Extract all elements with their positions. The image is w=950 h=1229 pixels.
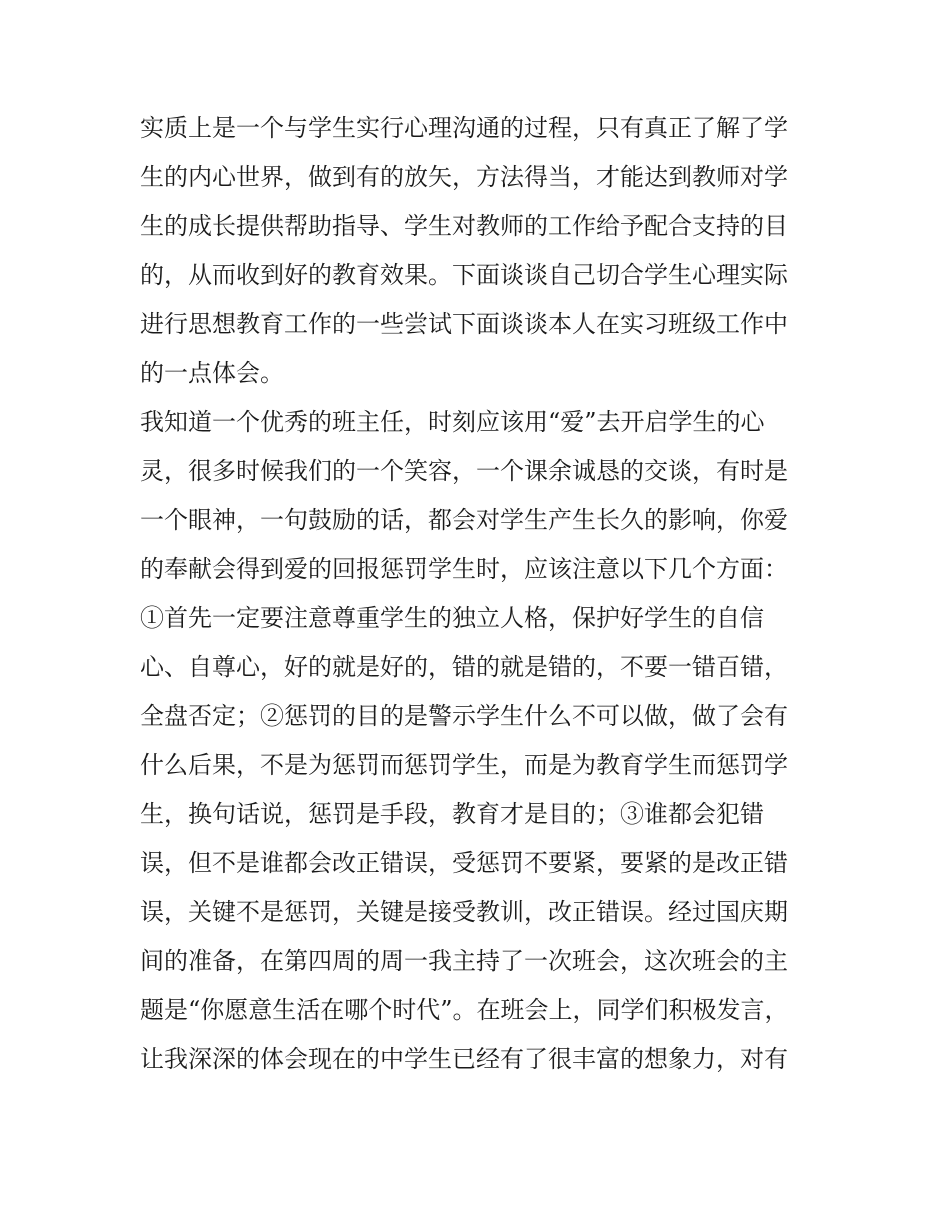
text-line: 生，换句话说，惩罚是手段，教育才是目的；③谁都会犯错 (140, 800, 764, 828)
text-line: ①首先一定要注意尊重学生的独立人格，保护好学生的自信 (140, 604, 764, 632)
text-line: 误，但不是谁都会改正错误，受惩罚不要紧，要紧的是改正错 (140, 849, 788, 877)
text-line: 一个眼神，一句鼓励的话，都会对学生产生长久的影响，你爱 (140, 506, 788, 534)
text-line: 的奉献会得到爱的回报惩罚学生时，应该注意以下几个方面： (140, 555, 788, 583)
text-line: 实质上是一个与学生实行心理沟通的过程，只有真正了解了学 (140, 114, 788, 142)
text-line: 生的成长提供帮助指导、学生对教师的工作给予配合支持的目 (140, 212, 788, 240)
text-line: 误，关键不是惩罚，关键是接受教训，改正错误。经过国庆期 (140, 898, 788, 926)
text-line: 的一点体会。 (140, 359, 284, 387)
text-line: 题是“你愿意生活在哪个时代”。在班会上，同学们积极发言， (140, 996, 789, 1024)
text-line: 什么后果，不是为惩罚而惩罚学生，而是为教育学生而惩罚学 (140, 751, 788, 779)
document-body (140, 104, 820, 1084)
text-line: 进行思想教育工作的一些尝试下面谈谈本人在实习班级工作中 (140, 310, 788, 338)
text-line: 我知道一个优秀的班主任，时刻应该用“爱”去开启学生的心 (140, 408, 765, 436)
text-line: 灵，很多时候我们的一个笑容，一个课余诚恳的交谈，有时是 (140, 457, 788, 485)
text-line: 心、自尊心，好的就是好的，错的就是错的，不要一错百错， (140, 653, 788, 681)
text-line: 让我深深的体会现在的中学生已经有了很丰富的想象力，对有 (140, 1045, 788, 1073)
text-line: 生的内心世界，做到有的放矢，方法得当，才能达到教师对学 (140, 163, 788, 191)
text-line: 的，从而收到好的教育效果。下面谈谈自己切合学生心理实际 (140, 261, 788, 289)
text-line: 全盘否定；②惩罚的目的是警示学生什么不可以做，做了会有 (140, 702, 788, 730)
text-line: 间的准备，在第四周的周一我主持了一次班会，这次班会的主 (140, 947, 788, 975)
